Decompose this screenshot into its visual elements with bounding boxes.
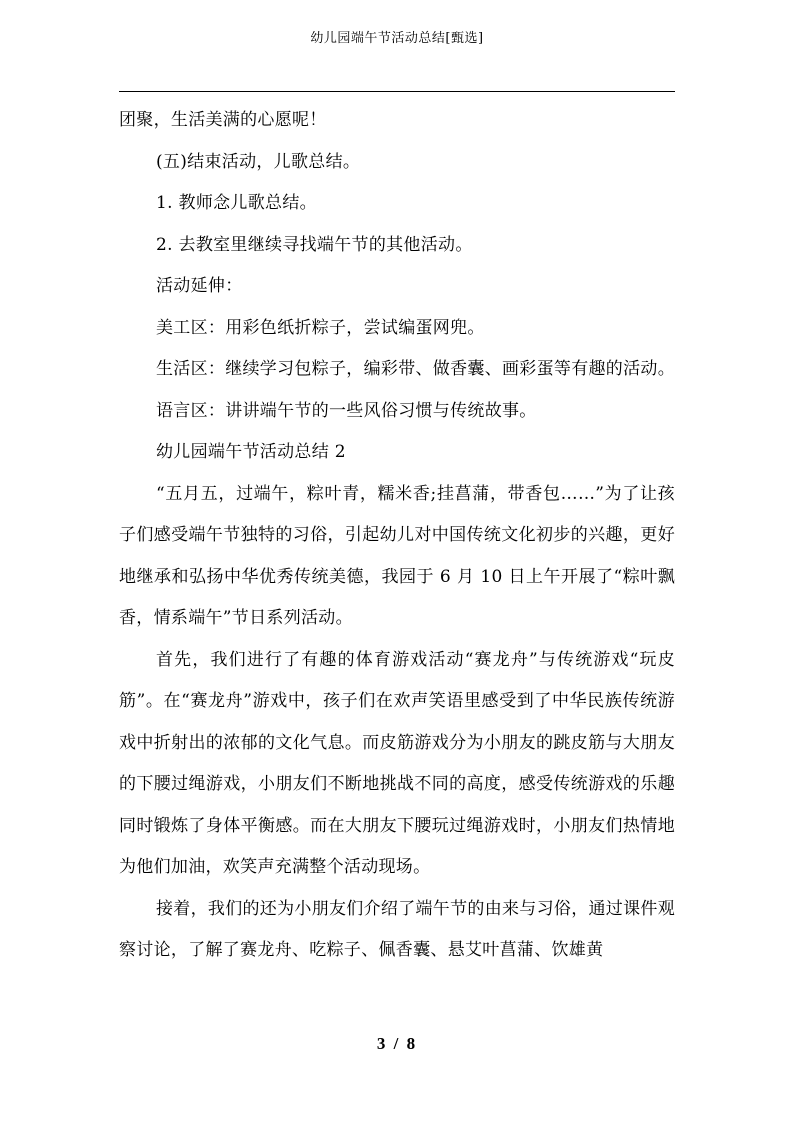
paragraph: (五)结束活动，儿歌总结。 [156, 151, 361, 172]
document-body [119, 100, 675, 972]
paragraph: 1. 教师念儿歌总结。 [156, 193, 317, 213]
paragraph: 生活区：继续学习包粽子，编彩带、做香囊、画彩蛋等有趣的活动。 [156, 359, 675, 379]
section-heading: 幼儿园端午节活动总结 2 [156, 442, 346, 462]
page-number: 3 / 8 [376, 1034, 418, 1053]
paragraph: 2. 去教室里继续寻找端午节的其他活动。 [156, 234, 473, 255]
header-divider [119, 91, 675, 92]
paragraph: 美工区：用彩色纸折粽子，尝试编蛋网兜。 [156, 317, 485, 338]
paragraph: 接着，我们的还为小朋友们介绍了端午节的由来与习俗，通过课件观察讨论，了解了赛龙舟、吃粽子、佩香囊、悬艾叶菖蒲、饮雄黄 [119, 898, 675, 960]
paragraph: 活动延伸： [156, 276, 243, 296]
paragraph: 团聚，生活美满的心愿呢！ [119, 110, 327, 130]
page-header-title: 幼儿园端午节活动总结[甄选] [310, 31, 484, 46]
paragraph: 语言区：讲讲端午节的一些风俗习惯与传统故事。 [156, 400, 537, 421]
paragraph: “五月五，过端午，粽叶青，糯米香;挂菖蒲，带香包……”为了让孩子们感受端午节独特的习俗，引起幼儿对中国传统文化初步的兴趣，更好地继承和弘扬中华优秀传统美德，我园于 6 月 10 日上午开展了“粽叶飘香，情系端午”节日系列活动。 [119, 483, 675, 628]
paragraph: 首先，我们进行了有趣的体育游戏活动“赛龙舟”与传统游戏“玩皮筋”。在“赛龙舟”游戏中，孩子们在欢声笑语里感受到了中华民族传统游戏中折射出的浓郁的文化气息。而皮筋游戏分为小朋友的跳皮筋与大朋友的下腰过绳游戏，小朋友们不断地挑战不同的高度，感受传统游戏的乐趣同时锻炼了身体平衡感。而在大朋友下腰玩过绳游戏时，小朋友们热情地为他们加油，欢笑声充满整个活动现场。 [119, 649, 675, 877]
